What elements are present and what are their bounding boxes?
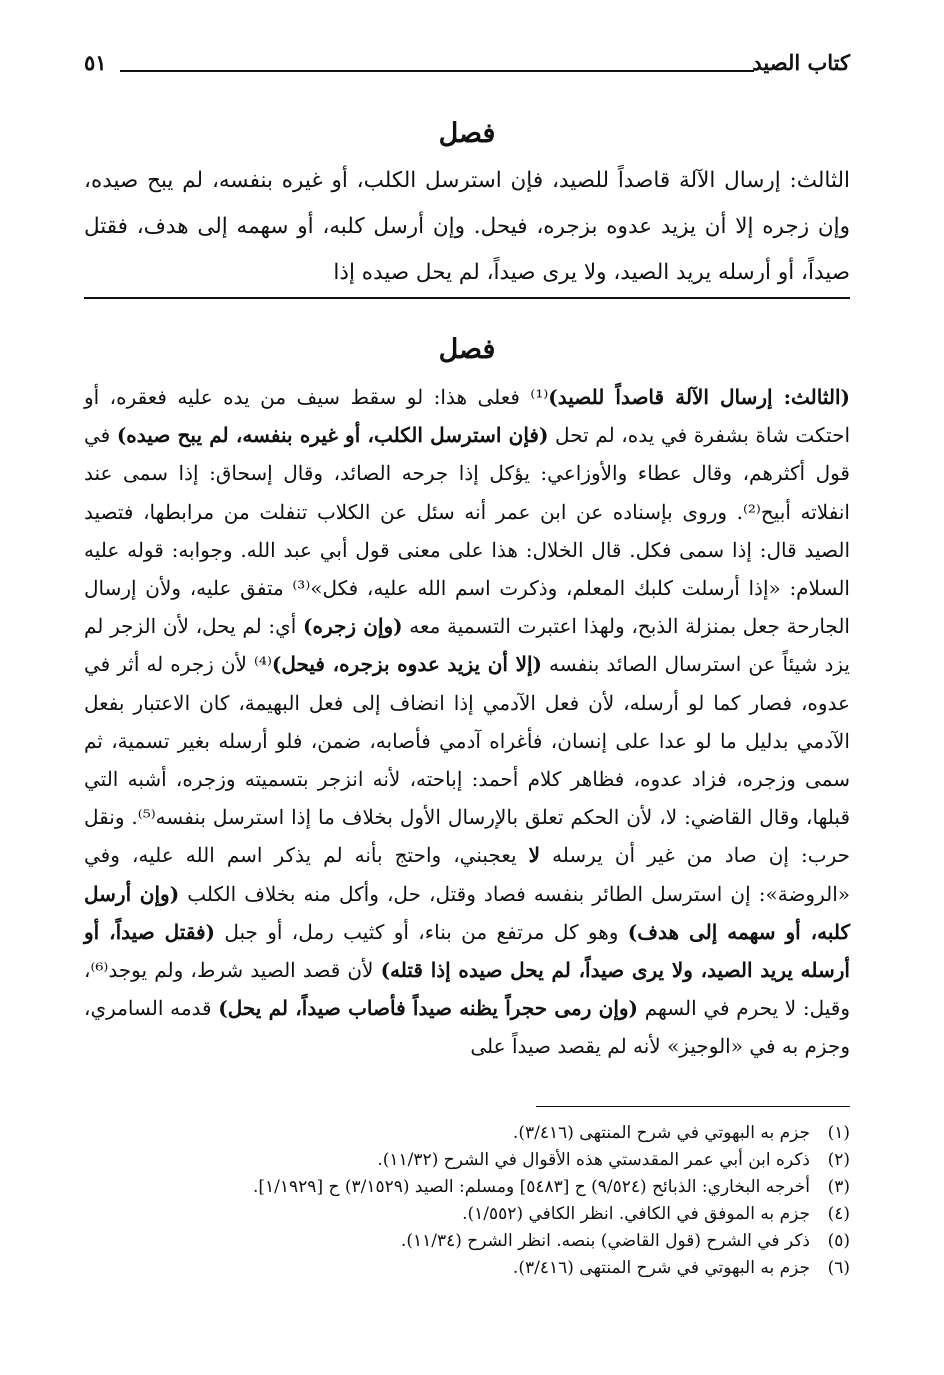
matn-paragraph: الثالث: إرسال الآلة قاصداً للصيد، فإن استرسل الكلب، أو غيره بنفسه، لم يبح صيده، وإن زجره إلا أن يزيد عدوه بزجره، فيحل. وإن أرسل كلبه، أو سهمه إلى هدف، فقتل صيداً، أو أرسله يريد الصيد، ولا يرى صيداً، لم يحل صيده إذا — [84, 168, 850, 285]
footnote-text: ذكره ابن أبي عمر المقدستي هذه الأقوال في الشرح (١١/٣٢). — [377, 1150, 810, 1170]
quoted-matn-phrase: (إلا أن يزيد عدوه بزجره، فيحل) — [271, 652, 542, 677]
footnote-text: جزم به البهوتي في شرح المنتهى (٣/٤١٦). — [512, 1123, 810, 1143]
footnote-number: (٣) — [827, 1177, 850, 1197]
footnote — [84, 1147, 850, 1174]
sharh-text-block — [84, 378, 850, 1066]
matn-separator-rule — [84, 297, 850, 299]
footnote — [84, 1201, 850, 1228]
footnote-number: (٢) — [827, 1150, 850, 1170]
quoted-matn-phrase: (فقتل صيداً، أو أرسله يريد الصيد، ولا يرى صيداً، لم يحل صيده إذا قتله) — [84, 919, 850, 983]
footnote-separator-rule — [536, 1106, 850, 1107]
quoted-matn-phrase: لا — [528, 843, 541, 868]
commentary-text: ⁽¹⁾ فعلى هذا: لو سقط سيف من يده عليه فعقره، أو احتكت شاة بشفرة في يده، لم تحل — [84, 385, 850, 448]
footnote — [84, 1228, 850, 1255]
footnote-text: جزم به البهوتي في شرح المنتهى (٣/٤١٦). — [512, 1258, 810, 1278]
footnote — [84, 1120, 850, 1147]
commentary-text: أي: لم يحل، لأن الزجر لم يزد شيئاً عن استرسال الصائد بنفسه — [84, 614, 850, 677]
commentary-text: ⁽⁴⁾ لأن زجره له أثر في عدوه، فصار كما لو أرسله، لأن فعل الآدمي إذا انضاف إلى فعل البهيمة، كان الاعتبار بفعل الآدمي بدليل ما لو عدا على إنسان، فأغراه آدمي فأصابه، ضمن، فلو أرسله بغير تسمية، ثم سمى وزجره، فزاد عدوه، فظاهر كلام أحمد: إباحته، لأنه انزجر بتسميته وزجره، أشبه التي قبلها، وقال القاضي: لا، لأن الحكم تعلق بالإرسال الأول بخلاف ما إذا استرسل بنفسه⁽⁵⁾. ونقل حرب: إن صاد من غير أن يرسله — [84, 652, 851, 868]
commentary-text: في قول أكثرهم، وقال عطاء والأوزاعي: يؤكل إذا جرحه الصائد، وقال إسحاق: إذا سمى عند انفلاته أبيح⁽²⁾. وروى بإسناده عن ابن عمر أنه سئل عن الكلاب تنفلت من مرابطها، فتصيد الصيد قال: إذا سمى فكل. قال الخلال: هذا على معنى قول أبي عبد الله. وجوابه: قوله عليه السلام: «إذا أرسلت كلبك المعلم، وذكرت اسم الله عليه، فكل»⁽³⁾ متفق عليه، ولأن إرسال الجارحة جعل بمنزلة الذبح، ولهذا اعتبرت التسمية معه — [84, 423, 850, 639]
quoted-matn-phrase: (وإن رمى حجراً يظنه صيداً فأصاب صيداً، لم يحل) — [218, 996, 639, 1021]
page-header — [84, 50, 850, 84]
quoted-matn-phrase: (وإن زجره) — [303, 614, 403, 639]
section-title-matn: فصل — [438, 118, 496, 149]
commentary-text: لأن قصد الصيد شرط، ولم يوجد⁽⁶⁾، وقيل: لا يحرم في السهم — [84, 958, 851, 1021]
commentary-text: يعجبني، واحتج بأنه لم يذكر اسم الله عليه، وفي «الروضة»: إن استرسل الطائر بنفسه فصاد وقتل، حل، وأكل منه بخلاف الكلب — [84, 843, 851, 906]
section-title-sharh: فصل — [438, 334, 496, 365]
footnote-text: ذكر في الشرح (قول القاضي) بنصه. انظر الشرح (١١/٣٤). — [400, 1231, 810, 1251]
sharh-paragraph — [84, 378, 850, 1066]
quoted-matn-phrase: (الثالث: إرسال الآلة قاصداً للصيد) — [548, 385, 850, 409]
header-rule — [120, 70, 754, 72]
footnote-text: جزم به الموفق في الكافي. انظر الكافي (١/٥٥٢). — [462, 1204, 810, 1224]
footnote — [84, 1255, 850, 1282]
commentary-text: قدمه السامري، وجزم به في «الوجيز» لأنه لم يقصد صيداً على — [84, 996, 850, 1059]
page-number: ٥١ — [84, 50, 107, 75]
footnote-text: أخرجه البخاري: الذبائح (٩/٥٢٤) ح [٥٤٨٣] ومسلم: الصيد (٣/١٥٢٩) ح [١/١٩٢٩]. — [253, 1177, 810, 1197]
footnote-number: (٦) — [827, 1258, 850, 1278]
matn-text-block — [84, 158, 850, 296]
quoted-matn-phrase: (فإن استرسل الكلب، أو غيره بنفسه، لم يبح صيده) — [116, 423, 549, 448]
footnotes-block — [84, 1120, 850, 1282]
footnote — [84, 1174, 850, 1201]
quoted-matn-phrase: (وإن أرسل كلبه، أو سهمه إلى هدف) — [84, 881, 850, 944]
footnote-number: (١) — [827, 1123, 850, 1143]
footnote-number: (٥) — [827, 1231, 850, 1251]
footnote-number: (٤) — [827, 1204, 850, 1224]
commentary-text: وهو كل مرتفع من بناء، أو كثيب رمل، أو جبل — [214, 919, 628, 944]
book-title: كتاب الصيد — [752, 50, 850, 75]
